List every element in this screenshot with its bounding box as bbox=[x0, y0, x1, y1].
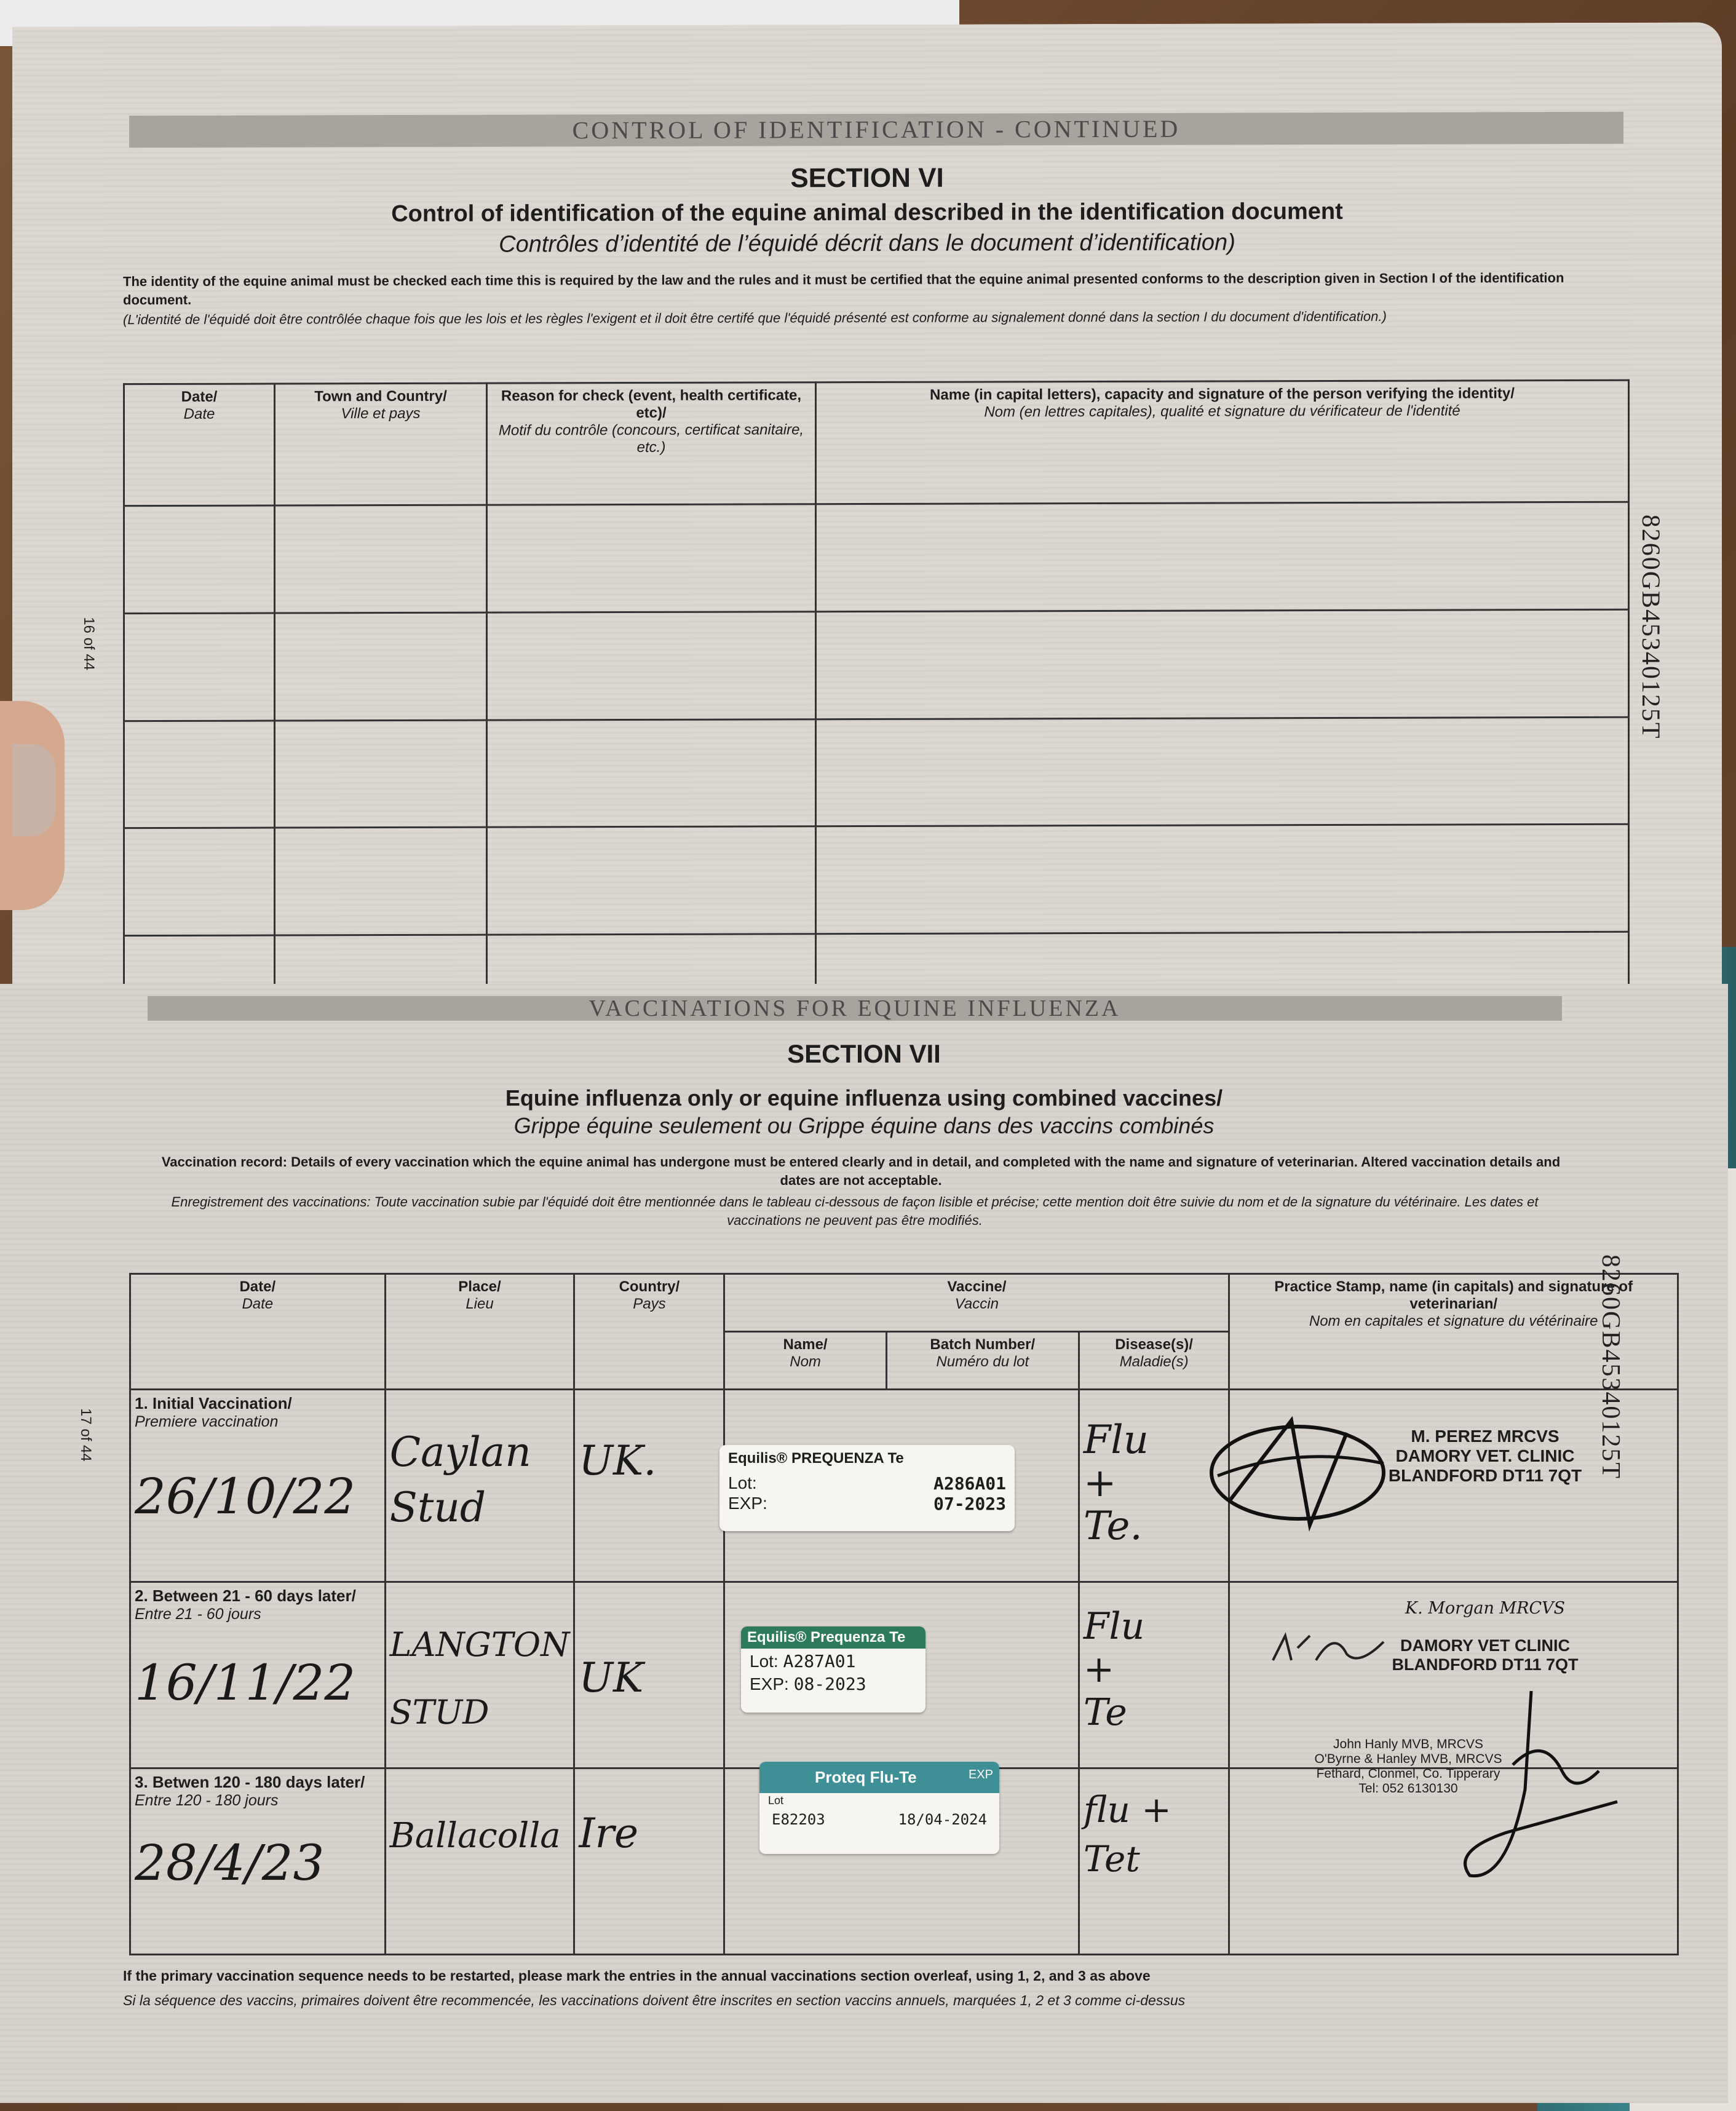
row-place-cell bbox=[385, 1768, 574, 1955]
handwritten-country: UK. bbox=[579, 1436, 657, 1484]
col-verifier: Name (in capital letters), capacity and signature of the person verifying the identity/ Nom (en lettres capitales), qualité et signature du vérificateur de l'identité bbox=[816, 380, 1629, 504]
vaccine-sticker: Proteq Flu-Te EXP Lot E82203 18/04-2024 bbox=[759, 1762, 999, 1854]
footer-note-fr: Si la séquence des vaccins, primaires doivent être recommencée, les vaccinations doivent être inscrites en section vaccins annuels, marquées 1, 2 et 3 comme ci-dessus bbox=[123, 1992, 1186, 2008]
section-banner: CONTROL OF IDENTIFICATION - CONTINUED bbox=[129, 112, 1623, 148]
handwritten-disease: Flu + Te. bbox=[1083, 1417, 1149, 1549]
col-reason: Reason for check (event, health certificate, etc)/ Motif du contrôle (concours, certificat sanitaire, etc.) bbox=[487, 382, 816, 505]
table-row bbox=[124, 825, 1629, 936]
section-title: SECTION VII bbox=[787, 1039, 941, 1068]
row-country-cell bbox=[574, 1389, 724, 1582]
vet-signature bbox=[1457, 1679, 1630, 1912]
practice-stamp: K. Morgan MRCVS DAMORY VET CLINIC BLANDFORD DT11 7QT bbox=[1392, 1599, 1579, 1674]
page-number: 16 of 44 bbox=[81, 617, 97, 671]
intro-text-fr: Enregistrement des vaccinations: Toute vaccination subie par l'équidé doit être mentionnée dans le tableau ci-dessous de façon lisible et précise; cette mention doit être suivie du nom et de la signature du vétérinaire. Les dates et vaccinations ne peuvent pas être modifiés. bbox=[171, 1194, 1539, 1228]
col-disease: Disease(s)/ Maladie(s) bbox=[1079, 1331, 1229, 1389]
footer-note-en: If the primary vaccination sequence needs to be restarted, please mark the entries in the annual vaccinations section overleaf, using 1, 2, and 3 as above bbox=[123, 1968, 1151, 1984]
handwritten-disease: flu + Tet bbox=[1083, 1789, 1171, 1880]
handwritten-date: 28/4/23 bbox=[135, 1834, 325, 1892]
row-disease-cell bbox=[1079, 1582, 1229, 1768]
handwritten-place: LANGTON STUD bbox=[389, 1625, 570, 1732]
section-banner: VACCINATIONS FOR EQUINE INFLUENZA bbox=[148, 996, 1562, 1021]
ueln-number: 8260GB45340125T bbox=[1596, 1254, 1625, 1479]
handwritten-place: Caylan Stud bbox=[389, 1428, 531, 1531]
intro-text-en: Vaccination record: Details of every vaccination which the equine animal has undergone must be entered clearly and in detail, and completed with the name and signature of veterinarian. Altered vaccination details and dates are not acceptable. bbox=[161, 1154, 1561, 1188]
handwritten-date: 26/10/22 bbox=[135, 1467, 356, 1525]
subtitle-fr: Contrôles d’identité de l’équidé décrit dans le document d’identification) bbox=[499, 229, 1235, 258]
vaccine-sticker: Equilis® Prequenza Te Lot: A287A01 EXP: 08-2023 bbox=[741, 1626, 925, 1713]
row-date-cell: 1. Initial Vaccination/ Premiere vaccination 26/10/22 bbox=[130, 1389, 386, 1582]
handwritten-country: Ire bbox=[579, 1810, 639, 1858]
vet-signature bbox=[1267, 1623, 1390, 1673]
col-place: Place/ Lieu bbox=[385, 1274, 574, 1390]
subtitle-en: Equine influenza only or equine influenza using combined vaccines/ bbox=[505, 1085, 1223, 1111]
identity-check-table bbox=[123, 379, 1630, 1023]
subtitle-en: Control of identification of the equine animal described in the identification document bbox=[391, 198, 1343, 228]
col-town-country: Town and Country/ Ville et pays bbox=[275, 383, 487, 505]
table-row bbox=[124, 717, 1629, 828]
page-16 bbox=[12, 22, 1722, 1023]
subtitle-fr: Grippe équine seulement ou Grippe équine dans des vaccins combinés bbox=[513, 1113, 1215, 1138]
row-disease-cell bbox=[1079, 1768, 1229, 1955]
col-vaccine: Vaccine/ Vaccin bbox=[724, 1274, 1229, 1332]
row-place-cell bbox=[385, 1582, 574, 1768]
practice-stamp: John Hanly MVB, MRCVS O'Byrne & Hanley MVB, MRCVS Fethard, Clonmel, Co. Tipperary Tel: 052 6130130 bbox=[1314, 1737, 1502, 1796]
col-practice-stamp: Practice Stamp, name (in capitals) and signature of veterinarian/ Nom en capitales et signature du vétérinaire bbox=[1229, 1274, 1678, 1390]
row-date-cell: 2. Between 21 - 60 days later/ Entre 21 - 60 jours 16/11/22 bbox=[130, 1582, 386, 1768]
col-date: Date/ Date bbox=[124, 384, 275, 506]
intro-text-en: The identity of the equine animal must be checked each time this is required by the law and the rules and it must be certified that the equine animal presented conforms to the description given in Section I of the identification document. bbox=[123, 270, 1564, 308]
ueln-number: 8260GB45340125T bbox=[1636, 514, 1665, 740]
table-row bbox=[124, 609, 1629, 721]
table-row bbox=[124, 502, 1629, 613]
row-place-cell bbox=[385, 1389, 574, 1582]
handwritten-disease: Flu + Te bbox=[1083, 1605, 1145, 1735]
vaccine-sticker: Equilis® PREQUENZA Te Lot: A286A01 EXP: 07-2023 bbox=[719, 1445, 1015, 1531]
handwritten-country: UK bbox=[579, 1654, 644, 1702]
practice-stamp: M. PEREZ MRCVS DAMORY VET. CLINIC BLANDFORD DT11 7QT bbox=[1388, 1427, 1582, 1485]
intro-text-fr: (L'identité de l'équidé doit être contrôlée chaque fois que les lois et les règles l'exigent et il doit être certifé que l'équidé présenté est conforme au signalement donné dans la section I du document d'identification.) bbox=[123, 308, 1387, 328]
page-number: 17 of 44 bbox=[77, 1408, 94, 1462]
col-vaccine-name: Name/ Nom bbox=[724, 1331, 886, 1389]
col-country: Country/ Pays bbox=[574, 1274, 724, 1390]
row-date-cell: 3. Betwen 120 - 180 days later/ Entre 120 - 180 jours 28/4/23 bbox=[130, 1768, 386, 1955]
vet-signature bbox=[1205, 1408, 1390, 1537]
row-country-cell bbox=[574, 1768, 724, 1955]
section-title: SECTION VI bbox=[790, 162, 944, 194]
col-date: Date/ Date bbox=[130, 1274, 386, 1390]
handwritten-place: Ballacolla bbox=[389, 1816, 561, 1856]
handwritten-date: 16/11/22 bbox=[135, 1654, 356, 1712]
page-17 bbox=[0, 984, 1728, 2103]
col-batch-number: Batch Number/ Numéro du lot bbox=[886, 1331, 1079, 1389]
fingernail bbox=[12, 744, 55, 836]
row-country-cell bbox=[574, 1582, 724, 1768]
